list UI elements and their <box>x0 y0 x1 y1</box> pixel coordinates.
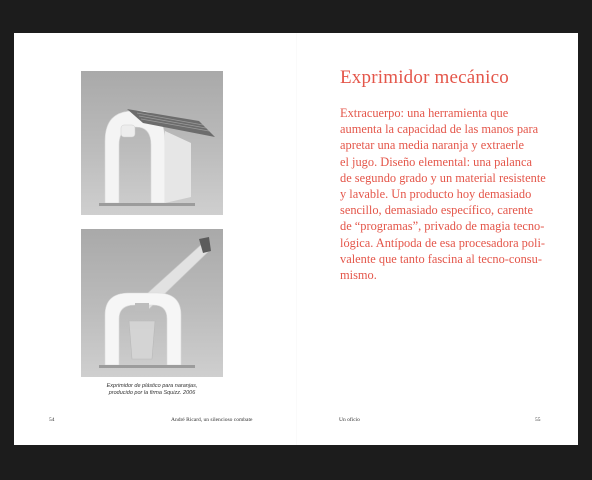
product-photo-open <box>81 229 223 377</box>
body-line: Extracuerpo: una herramienta que <box>340 106 509 120</box>
page-number-left: 54 <box>49 417 55 423</box>
running-head-left: André Ricard, un silencioso combate <box>171 417 253 423</box>
body-line: valente que tanto fascina al tecno-consu- <box>340 251 542 266</box>
body-line: de segundo grado y un material resistente <box>340 170 546 185</box>
body-line: apretar una media naranja y extraerle <box>340 138 525 153</box>
chapter-title: Exprimidor mecánico <box>340 67 509 88</box>
book-spread <box>14 33 578 445</box>
page-fold <box>296 33 297 445</box>
body-line: el jugo. Diseño elemental: una palanca <box>340 154 532 169</box>
body-line: mismo. <box>340 268 377 283</box>
running-head-right: Un oficio <box>339 417 360 423</box>
photo-caption <box>81 383 223 397</box>
body-paragraph <box>340 105 570 283</box>
body-line: y lavable. Un producto hoy demasiado <box>340 187 532 202</box>
caption-line: producido por la firma Squizz. 2006 <box>108 390 196 396</box>
caption-line: Exprimidor de plástico para naranjas, <box>106 383 198 389</box>
body-line: sencillo, demasiado específico, carente <box>340 203 533 218</box>
product-photo-closed <box>81 71 223 215</box>
body-line: aumenta la capacidad de las manos para <box>340 122 539 137</box>
page-number-right: 55 <box>535 417 541 423</box>
body-line: lógica. Antípoda de esa procesadora poli- <box>340 235 546 250</box>
body-line: de “programas”, privado de magia tecno- <box>340 219 545 234</box>
